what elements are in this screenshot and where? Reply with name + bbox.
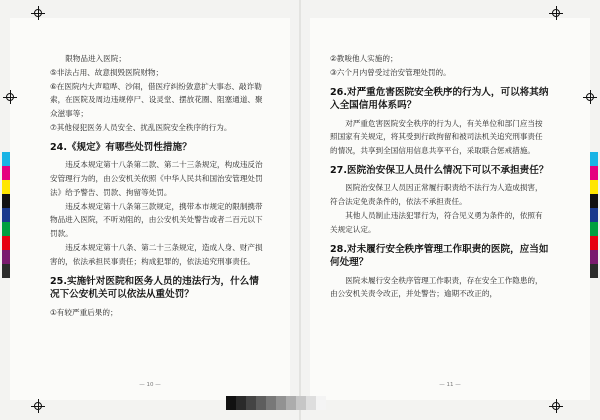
color-swatch [2,152,10,166]
registration-mark-icon [583,90,597,104]
gray-swatch [226,396,236,410]
color-swatch [2,166,10,180]
color-swatch [590,250,598,264]
color-swatch [2,180,10,194]
right-page-content [330,52,550,301]
registration-mark-icon [31,6,45,20]
paragraph: 违反本规定第十八条、第二十三条规定，造成人身、财产损害的，依法承担民事责任；构成犯罪的，依法追究刑事责任。 [50,243,263,266]
color-bar-left [2,152,10,278]
gray-swatch [296,396,306,410]
section-heading: 27.医院治安保卫人员什么情况下可以不承担责任？ [330,164,549,176]
center-gutter [299,0,301,420]
gray-swatch [236,396,246,410]
paragraph: 违反本规定第十八条第二款、第二十三条规定，构成违反治安管理行为的，由公安机关依照《中华人民共和国治安管理处罚法》给予警告、罚款、拘留等处罚。 [50,160,263,197]
gray-swatch [266,396,276,410]
gray-swatch [256,396,266,410]
color-swatch [2,250,10,264]
gray-swatch [316,396,326,410]
paragraph: 其他人员制止违法犯罪行为，符合见义勇为条件的，依照有关规定认定。 [330,211,543,234]
left-page [10,18,290,400]
color-swatch [2,208,10,222]
color-bar-right [590,152,598,278]
section-heading: 25.实施针对医院和医务人员的违法行为，什么情况下公安机关可以依法从重处罚？ [50,275,259,301]
color-swatch [590,208,598,222]
gray-swatch [286,396,296,410]
registration-mark-icon [549,6,563,20]
registration-mark-icon [3,90,17,104]
color-swatch [590,180,598,194]
list-item: ①有较严重后果的； [50,307,118,317]
color-swatch [590,222,598,236]
list-item: ③六个月内曾受过治安管理处罚的。 [330,67,451,77]
color-swatch [2,222,10,236]
color-swatch [590,194,598,208]
color-swatch [590,264,598,278]
right-page-number: — 11 — [439,382,461,388]
registration-mark-icon [31,399,45,413]
paragraph: 医院未履行安全秩序管理工作职责，存在安全工作隐患的，由公安机关责令改正，并处警告；逾期不改正的， [330,275,543,299]
left-page-number: — 10 — [139,382,161,388]
list-item: ⑥在医院内大声喧哗、沙闹，借医疗纠纷敛意扩大事态、敲诈勒索，在医院及周边违规停尸、设灵堂、摆放花圈、阻塞通道、聚众滋事等； [50,81,263,119]
paragraph: 限物品进入医院； [65,54,126,63]
color-swatch [2,236,10,250]
paragraph: 医院治安保卫人员因正常履行职责给不法行为人造成损害，符合法定免责条件的，依法不承担责任。 [330,183,543,207]
list-item: ⑤非法占用、故意损毁医院财物； [50,67,164,77]
color-swatch [590,152,598,166]
gray-swatch [276,396,286,410]
registration-mark-icon [549,399,563,413]
gray-step-strip [226,396,326,410]
color-swatch [590,166,598,180]
left-page-content [50,52,264,319]
gray-swatch [306,396,316,410]
section-heading: 24.《规定》有哪些处罚性措施？ [50,141,192,153]
paragraph: 违反本规定第十八条第三款规定，携带本市规定的限制携带物品进入医院，不听劝阻的，由公安机关处警告或者二百元以下罚款。 [50,201,263,239]
section-heading: 26.对严重危害医院安全秩序的行为人，可以将其纳入全国信用体系吗？ [330,86,549,112]
color-swatch [590,236,598,250]
section-heading: 28.对未履行安全秩序管理工作职责的医院，应当如何处理？ [330,243,549,269]
color-swatch [2,264,10,278]
list-item: ②教唆他人实施的； [330,54,398,63]
color-swatch [2,194,10,208]
right-page [310,18,590,400]
list-item: ⑦其他侵犯医务人员安全、扰乱医院安全秩序的行为。 [50,122,232,132]
gray-swatch [246,396,256,410]
paragraph: 对严重危害医院安全秩序的行为人，有关单位和部门应当按照国家有关规定，将其受到行政拘留和被司法机关追究刑事责任的情况，共享到全国信用信息共享平台，采取联合惩戒措施。 [330,118,543,156]
